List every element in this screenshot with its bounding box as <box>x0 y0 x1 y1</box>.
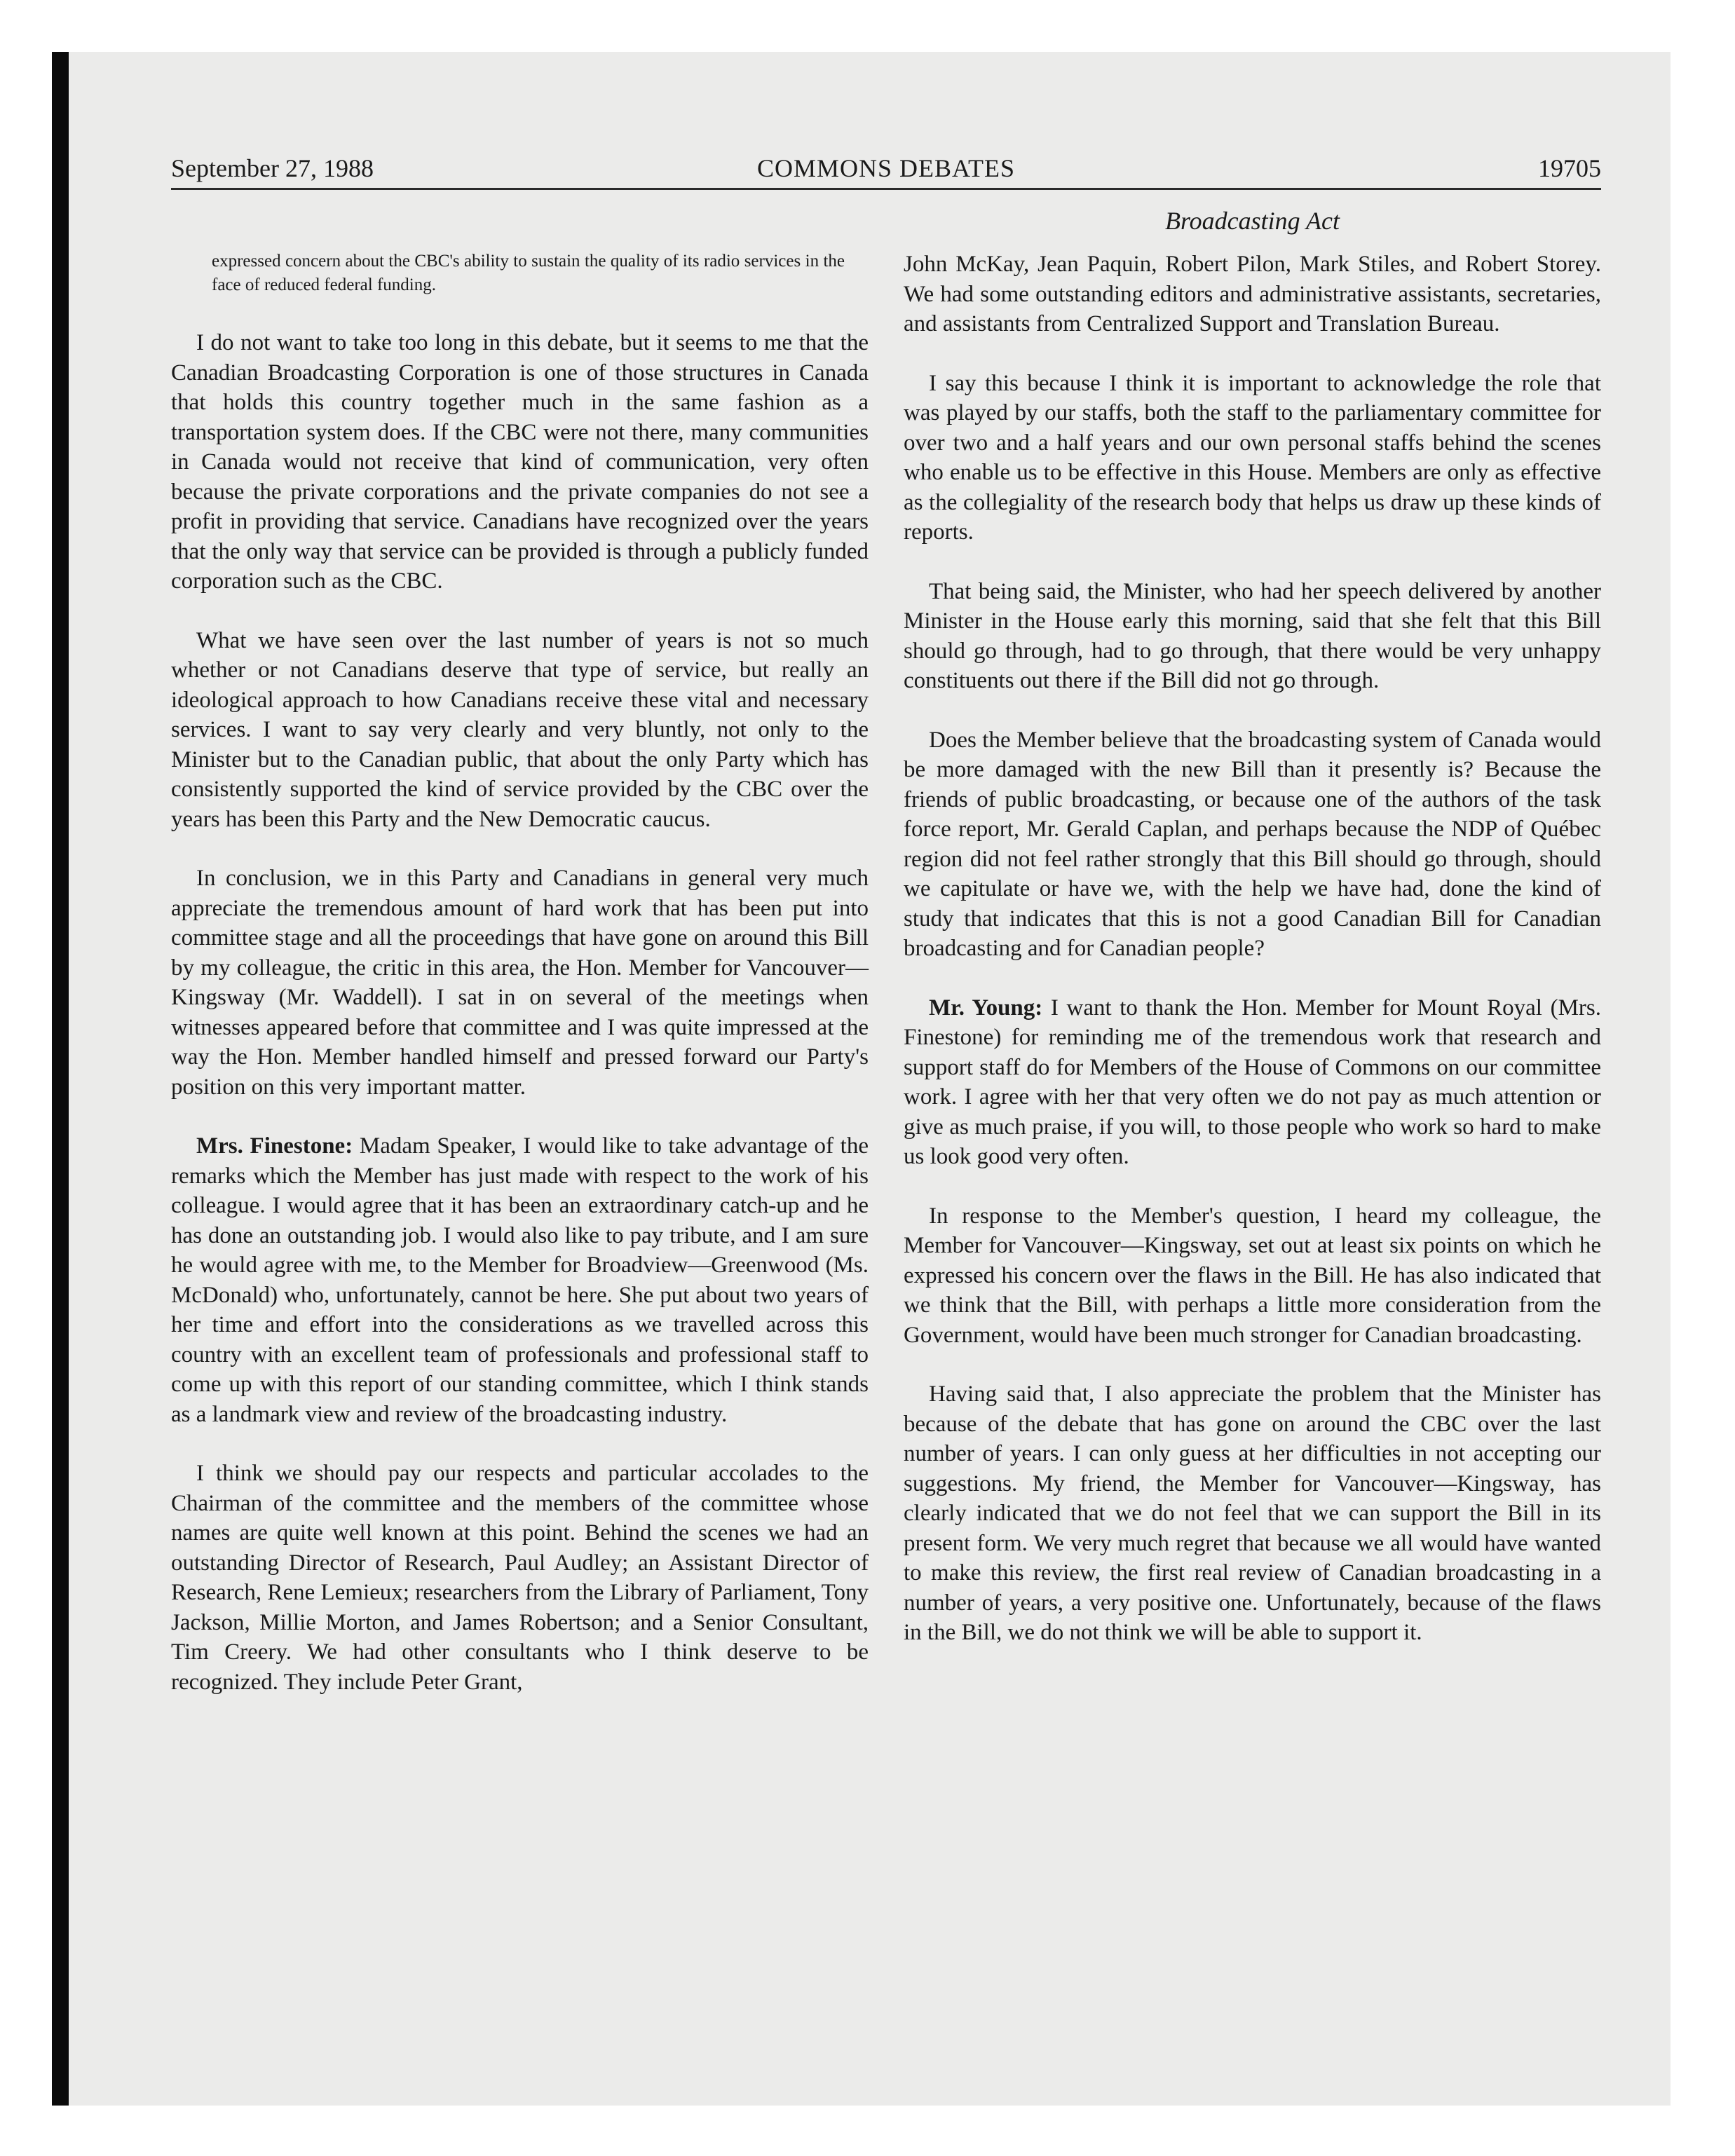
paragraph: I say this because I think it is important to acknowledge the role that was played by our staffs, both the staff to the parliamentary committee for over two and a half years and our own personal staffs behind the scenes who enable us to be effective in this House. Members are only as effective as the collegiality of the research body that helps us draw up these kinds of reports. <box>904 370 1601 545</box>
header-page-number: 19705 <box>1538 154 1601 182</box>
speaker-name: Mr. Young: <box>929 995 1043 1021</box>
paragraph: In conclusion, we in this Party and Canadians in general very much appreciate the tremendous amount of hard work that has been put into committee stage and all the proceedings that have gone on around this Bill by my colleague, the critic in this area, the Hon. Member for Vancouver—Kingsway (Mr. Waddell). I sat in on several of the meetings when witnesses appeared before that committee and I was quite impressed at the way the Hon. Member handled himself and pressed forward our Party's position on this very important matter. <box>171 866 869 1100</box>
speech-paragraph <box>904 993 1601 1172</box>
paragraph: That being said, the Minister, who had her speech delivered by another Minister in the House early this morning, said that she felt that this Bill should go through, had to go through, that there would be very unhappy constituents out there if the Bill did not go through. <box>904 578 1601 693</box>
paragraph: In response to the Member's question, I heard my colleague, the Member for Vancouver—Kingsway, set out at least six points on which he expressed his concern over the flaws in the Bill. He has also indicated that we think that the Bill, with perhaps a little more consideration from the Government, would have been much stronger for Canadian broadcasting. <box>904 1203 1601 1348</box>
paragraph: What we have seen over the last number of years is not so much whether or not Canadians deserve that type of service, but really an ideological approach to how Canadians receive these vital and necessary services. I want to say very clearly and very bluntly, not only to the Minister but to the Canadian public, that about the only Party which has consistently supported the kind of service provided by the CBC over the years has been this Party and the New Democratic caucus. <box>171 627 869 832</box>
right-column <box>904 250 1601 1677</box>
paragraph: John McKay, Jean Paquin, Robert Pilon, Mark Stiles, and Robert Storey. We had some outstanding editors and administrative assistants, secretaries, and assistants from Centralized Support and Translation Bureau. <box>904 252 1601 336</box>
quoted-passage: expressed concern about the CBC's ability to sustain the quality of its radio services in the face of reduced federal funding. <box>212 252 845 294</box>
paragraph: Having said that, I also appreciate the problem that the Minister has because of the debate that has gone on around the CBC over the last number of years. I can only guess at her difficulties in not accepting our suggestions. My friend, the Member for Vancouver—Kingsway, has clearly indicated that we do not feel that we can support the Bill in its present form. We very much regret that because we all would have wanted to make this review, the first real review of Canadian broadcasting in a number of years, a very positive one. Unfortunately, because of the flaws in the Bill, we do not think we will be able to support it. <box>904 1381 1601 1645</box>
left-column <box>171 250 869 1726</box>
paragraph: I think we should pay our respects and particular accolades to the Chairman of the committee and the members of the committee whose names are quite well known at this point. Behind the scenes we had an outstanding Director of Research, Paul Audley; an Assistant Director of Research, Rene Lemieux; researchers from the Library of Parliament, Tony Jackson, Millie Morton, and James Robertson; and a Senior Consultant, Tim Creery. We had other consultants who I think deserve to be recognized. They include Peter Grant, <box>171 1461 869 1695</box>
speech-text: I want to thank the Hon. Member for Mount Royal (Mrs. Finestone) for reminding me of the tremendous work that research and support staff do for Members of the House of Commons on our committee work. I agree with her that very often we do not pay as much attention or give as much praise, if you will, to those people who work so hard to make us look good very often. <box>904 995 1601 1169</box>
paragraph: Does the Member believe that the broadcasting system of Canada would be more damaged with the new Bill than it presently is? Because the friends of public broadcasting, or because one of the authors of the task force report, Mr. Gerald Caplan, and perhaps because the NDP of Québec region did not feel rather strongly that this Bill should go through, should we capitulate or have we, with the help we have had, done the kind of study that indicates that this is not a good Canadian Bill for Canadian broadcasting and for Canadian people? <box>904 727 1601 961</box>
speaker-name: Mrs. Finestone: <box>196 1133 353 1159</box>
running-header <box>171 151 1601 190</box>
header-title: COMMONS DEBATES <box>756 154 1016 182</box>
section-heading: Broadcasting Act <box>1165 207 1340 235</box>
document-page <box>171 151 1601 1695</box>
header-date: September 27, 1988 <box>171 154 374 182</box>
speech-paragraph <box>171 1131 869 1429</box>
scan-edge-bar <box>52 52 69 2106</box>
paragraph: I do not want to take too long in this debate, but it seems to me that the Canadian Broadcasting Corporation is one of those structures in Canada that holds this country together much in the same fashion as a transportation system does. If the CBC were not there, many communities in Canada would not receive that kind of communication, very often because the private corporations and the private companies do not see a profit in providing that service. Canadians have recognized over the years that the only way that service can be provided is through a publicly funded corporation such as the CBC. <box>171 330 869 594</box>
speech-text: Madam Speaker, I would like to take advantage of the remarks which the Member has just made with respect to the work of his colleague. I would agree that it has been an extraordinary catch-up and he has done an outstanding job. I would also like to pay tribute, and I am sure he would agree with me, to the Member for Broadview—Greenwood (Ms. McDonald) who, unfortunately, cannot be here. She put about two years of her time and effort into the considerations as we travelled across this country with an excellent team of professionals and professional staff to come up with this report of our standing committee, which I think stands as a landmark view and review of the broadcasting industry. <box>171 1133 869 1427</box>
